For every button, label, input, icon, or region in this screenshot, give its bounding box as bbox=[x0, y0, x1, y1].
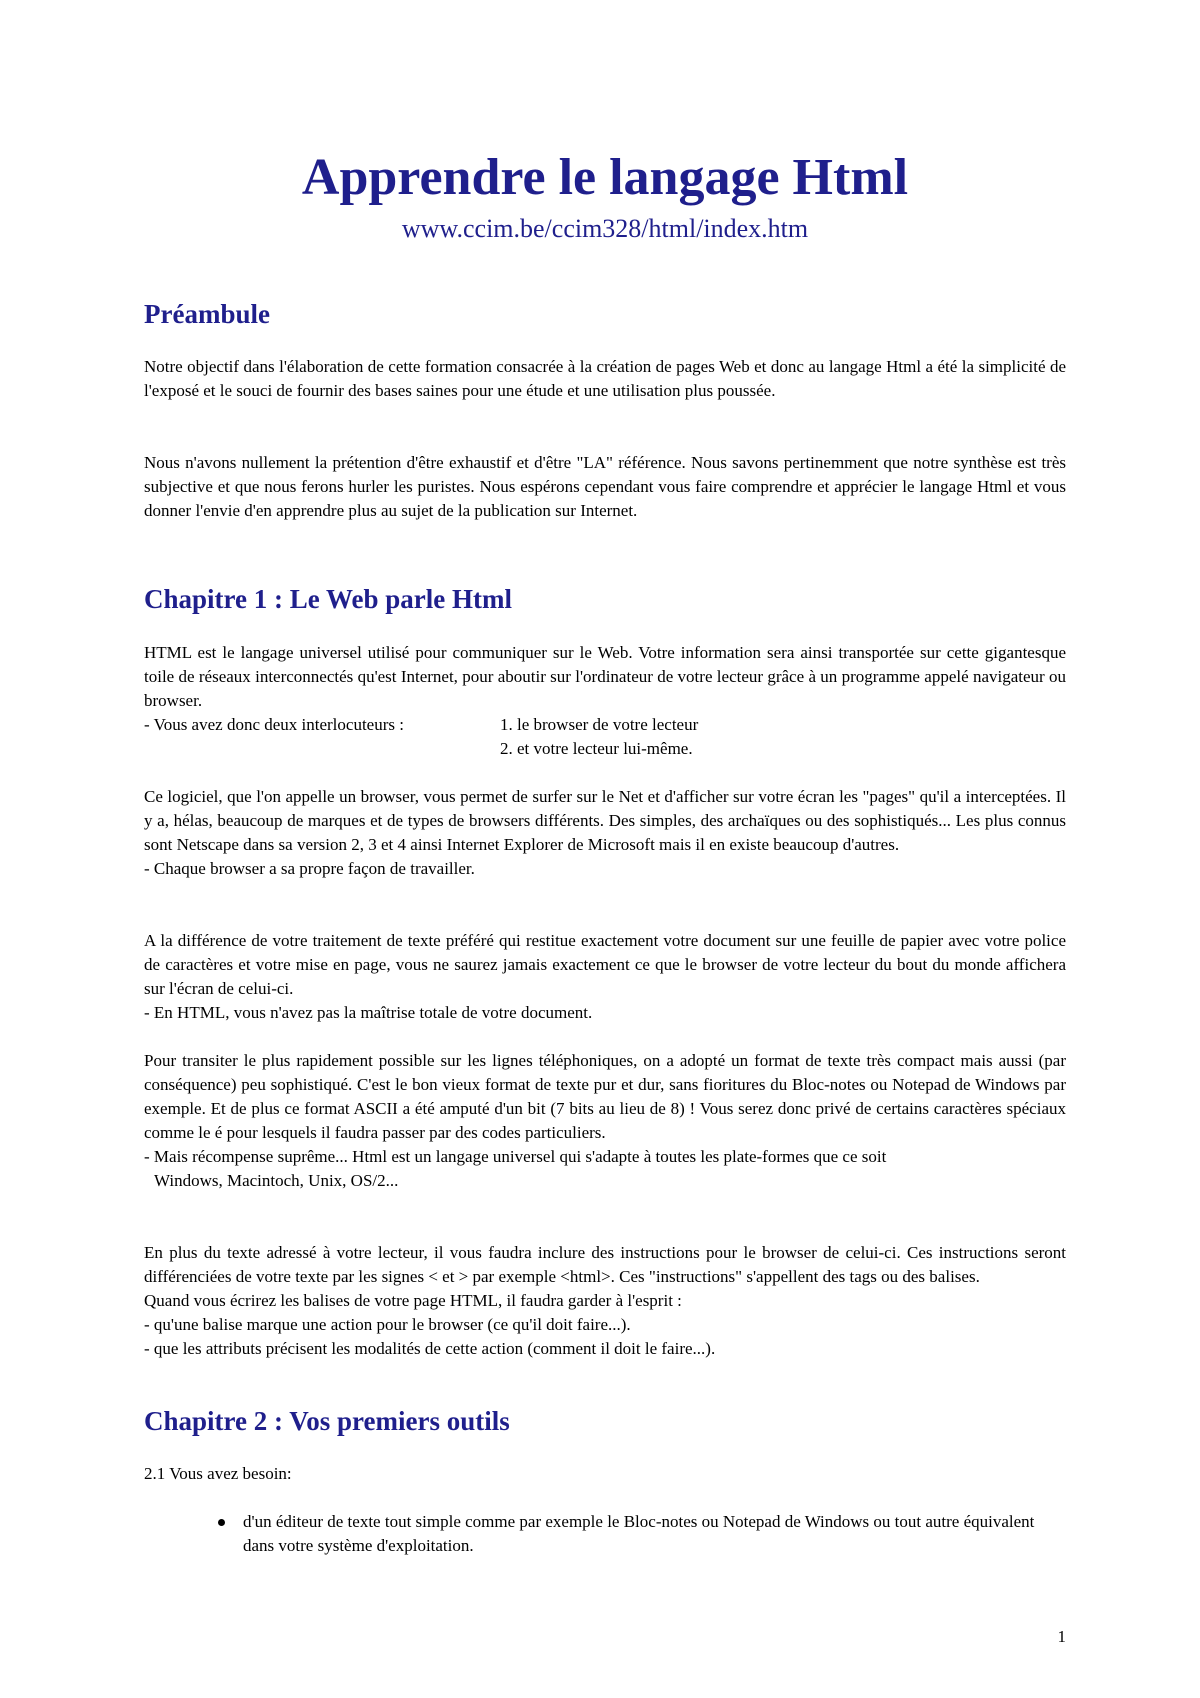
chapitre1-paragraph-4-note-cont: Windows, Macintoch, Unix, OS/2... bbox=[154, 1171, 399, 1190]
bullet-text: d'un éditeur de texte tout simple comme par exemple le Bloc-notes ou Notepad de Windows ou tout autre équivalent dans votre système d'exploitation. bbox=[243, 1512, 1035, 1555]
chapitre1-paragraph-3-note: - En HTML, vous n'avez pas la maîtrise totale de votre document. bbox=[144, 1003, 593, 1022]
section-heading-preambule: Préambule bbox=[144, 299, 270, 329]
document-title: Apprendre le langage Html bbox=[301, 149, 909, 206]
chapitre1-paragraph-4 bbox=[144, 1049, 1066, 1193]
chapitre1-paragraph-5-line-2: Quand vous écrirez les balises de votre page HTML, il faudra garder à l'esprit : bbox=[144, 1291, 682, 1310]
interlocuteurs-list bbox=[144, 713, 1066, 761]
chapitre1-paragraph-5-line-4: - que les attributs précisent les modalités de cette action (comment il doit le faire...). bbox=[144, 1339, 716, 1358]
chapitre1-paragraph-5-text: En plus du texte adressé à votre lecteur, il vous faudra inclure des instructions pour le browser de celui-ci. Ces instructions seront différenciées de votre texte par les signes < et > par exemple <html>. Ces "instructions" s'appellent des tags ou des balises. bbox=[144, 1243, 1066, 1286]
chapitre1-paragraph-2-note: - Chaque browser a sa propre façon de travailler. bbox=[144, 859, 475, 878]
chapitre1-paragraph-1: HTML est le langage universel utilisé pour communiquer sur le Web. Votre information sera ainsi transportée sur cette gigantesque toile de réseaux interconnectés qu'est Internet, pour aboutir sur l'ordinateur de votre lecteur grâce à un programme appelé navigateur ou browser. bbox=[144, 643, 1066, 710]
section-heading-chapitre-1: Chapitre 1 : Le Web parle Html bbox=[144, 584, 512, 614]
bullet-icon bbox=[218, 1519, 225, 1526]
interlocuteur-item-2: 2. et votre lecteur lui-même. bbox=[500, 739, 693, 758]
chapitre1-paragraph-5 bbox=[144, 1241, 1066, 1361]
page-number: 1 bbox=[1057, 1627, 1066, 1646]
preambule-paragraph-2: Nous n'avons nullement la prétention d'être exhaustif et d'être "LA" référence. Nous savons pertinemment que notre synthèse est très subjective et que nous ferons hurler les puristes. Nous espérons cependant vous faire comprendre et apprécier le langage Html et vous donner l'envie d'en apprendre plus au sujet de la publication sur Internet. bbox=[144, 453, 1066, 520]
chapitre1-paragraph-4-note: - Mais récompense suprême... Html est un langage universel qui s'adapte à toutes les plate-formes que ce soit bbox=[144, 1147, 887, 1166]
chapitre1-paragraph-4-text: Pour transiter le plus rapidement possible sur les lignes téléphoniques, on a adopté un format de texte très compact mais aussi (par conséquence) peu sophistiqué. C'est le bon vieux format de texte pur et dur, sans fioritures du Bloc-notes ou Notepad de Windows par exemple. Et de plus ce format ASCII a été amputé d'un bit (7 bits au lieu de 8) ! Vous serez donc privé de certains caractères spéciaux comme le é pour lesquels il faudra passer par des codes particuliers. bbox=[144, 1051, 1066, 1142]
interlocuteurs-label: - Vous avez donc deux interlocuteurs : bbox=[144, 715, 404, 734]
chapitre1-paragraph-2 bbox=[144, 785, 1066, 881]
document-page bbox=[144, 0, 1066, 1698]
chapitre1-paragraph-3 bbox=[144, 929, 1066, 1025]
preambule-paragraph-1: Notre objectif dans l'élaboration de cette formation consacrée à la création de pages Web et donc au langage Html a été la simplicité de l'exposé et le souci de fournir des bases saines pour une étude et une utilisation plus poussée. bbox=[144, 357, 1066, 400]
interlocuteur-item-1: 1. le browser de votre lecteur bbox=[500, 715, 699, 734]
list-item bbox=[144, 1510, 1066, 1558]
chapitre2-intro: 2.1 Vous avez besoin: bbox=[144, 1464, 292, 1483]
chapitre1-paragraph-2-text: Ce logiciel, que l'on appelle un browser, vous permet de surfer sur le Net et d'afficher sur votre écran les "pages" qu'il a interceptées. Il y a, hélas, beaucoup de marques et de types de browsers différents. Des simples, des archaïques ou des sophistiqués... Les plus connus sont Netscape dans sa version 2, 3 et 4 ainsi Internet Explorer de Microsoft mais il en existe beaucoup d'autres. bbox=[144, 787, 1066, 854]
chapitre1-paragraph-5-line-3: - qu'une balise marque une action pour le browser (ce qu'il doit faire...). bbox=[144, 1315, 631, 1334]
section-heading-chapitre-2: Chapitre 2 : Vos premiers outils bbox=[144, 1406, 510, 1436]
document-url: www.ccim.be/ccim328/html/index.htm bbox=[401, 214, 809, 243]
chapitre1-paragraph-3-text: A la différence de votre traitement de texte préféré qui restitue exactement votre document sur une feuille de papier avec votre police de caractères et votre mise en page, vous ne saurez jamais exactement ce que le browser de votre lecteur du bout du monde affichera sur l'écran de celui-ci. bbox=[144, 931, 1066, 998]
chapitre2-bullet-list bbox=[144, 1510, 1066, 1558]
